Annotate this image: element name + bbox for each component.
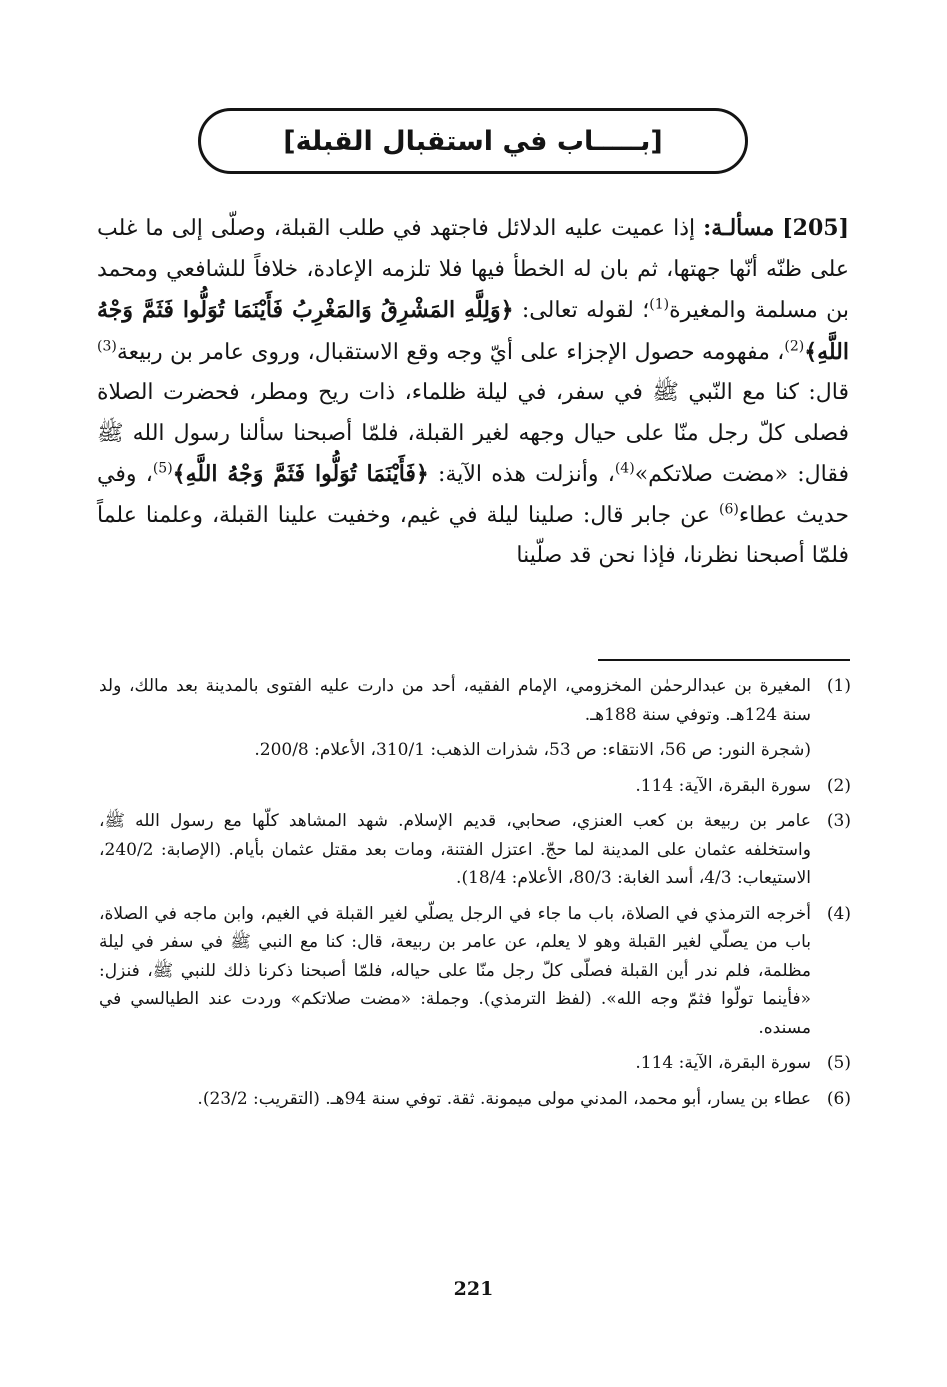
issue-label: مسألـة: (703, 215, 775, 241)
issue-number: [205] (782, 215, 849, 241)
chapter-title-frame (198, 108, 748, 174)
footnote-text: المغيرة بن عبدالرحمٰن المخزومي، الإمام الفقيه، أحد من دارت عليه الفتوى بالمدينة بعد مالك، ولد سنة 124هـ. وتوفي سنة 188هـ. (99, 676, 811, 725)
footnote-ref: (1) (649, 296, 670, 313)
footnote-number: (1) (826, 676, 851, 696)
text-segment: ؛ لقوله تعالى: (513, 298, 650, 323)
text-segment: ، مفهومه حصول الإجزاء على أيّ وجه وقع الاستقبال، وروى عامر بن ربيعة (116, 339, 785, 365)
footnote-number: (2) (826, 775, 851, 796)
footnote-number: (4) (826, 903, 851, 924)
footnote-text: عامر بن ربيعة بن كعب العنزي، صحابي، قديم الإسلام. شهد المشاهد كلّها مع رسول الله ﷺ، واستخلفه عثمان على المدينة لما حجّ. اعتزل الفتنة، ومات بعد مقتل عثمان بأيام. (الإصابة: 240/2، الاستيعاب: 4/3، أسد الغابة: 80/3، الأعلام: 18/4). (99, 811, 811, 888)
footnote-ref: (2) (784, 338, 805, 355)
footnote-text: سورة البقرة، الآية: 114. (635, 775, 811, 796)
issue-paragraph (97, 208, 849, 577)
chapter-title: [بـــــاب في استقبال القبلة] (283, 125, 663, 157)
text-segment: عن جابر قال: صلينا ليلة في غيم، وخفيت علينا القبلة، وعلمنا علماً فلمّا أصبحنا نظرنا، فإذا نحن قد صلّينا (97, 502, 849, 568)
footnote (99, 807, 851, 893)
text-segment: إذا عميت عليه الدلائل فاجتهد في طلب القبلة، وصلّى إلى ما غلب على ظنّه أنّها جهتها، ثم بان له الخطأ فيها فلا تلزمه الإعادة، خلافاً للشافعي ومحمد بن مسلمة والمغيرة (97, 216, 849, 323)
footnote-number: (5) (826, 1053, 851, 1073)
quran-verse: ﴿فَأَيْنَمَا تُوَلُّوا فَثَمَّ وَجْهُ اللَّهِ﴾ (172, 461, 429, 487)
text-segment: ، وأنزلت هذه الآية: (428, 462, 615, 487)
footnote-text: سورة البقرة، الآية: 114. (635, 1053, 811, 1073)
footnote (99, 1049, 851, 1078)
footnote-number: (3) (826, 811, 851, 831)
footnote-ref: (5) (152, 460, 173, 477)
footnote-ref: (4) (614, 460, 635, 477)
main-text-block (97, 208, 849, 577)
text-segment: ، وفي حديث عطاء (97, 462, 850, 528)
footnotes-block (99, 672, 851, 1120)
footnote-ref: (3) (97, 338, 117, 355)
quran-verse: ﴿وَلِلَّهِ المَشْرِقُ وَالمَغْرِبُ فَأَيْنَمَا تُوَلُّوا فَثَمَّ وَجْهُ اللَّهِ﴾ (97, 297, 849, 365)
footnote (99, 1085, 851, 1114)
text-segment: قال: كنا مع النّبي ﷺ في سفر، في ليلة ظلماء، ذات ريح ومطر، فحضرت الصلاة فصلى كلّ رجل منّا على حيال وجهه لغير القبلة، فلمّا أصبحنا سألنا رسول الله ﷺ فقال: «مضت صلاتكم» (97, 380, 849, 487)
footnote-ref: (6) (719, 501, 739, 518)
footnote-sources: (شجرة النور: ص 56، الانتقاء: ص 53، شذرات الذهب: 310/1، الأعلام: 200/8. (254, 740, 811, 760)
page-number: 221 (453, 1278, 494, 1300)
footnote-number: (6) (826, 1088, 851, 1109)
footnote-text: أخرجه الترمذي في الصلاة، باب ما جاء في الرجل يصلّي لغير القبلة في الغيم، وابن ماجه في الصلاة، باب من يصلّي لغير القبلة وهو لا يعلم، عن عامر بن ربيعة، قال: كنا مع النبي ﷺ في سفر في ليلة مظلمة، فلم ندر أين القبلة فصلّى كلّ رجل منّا على حياله، فلمّا أصبحنا ذكرنا ذلك للنبي ﷺ، فنزل: «فأينما تولّوا فثمّ وجه الله». (لفظ الترمذي). وجملة: «مضت صلاتكم» وردت عند الطيالسي في مسنده. (99, 903, 811, 1038)
footnote-text: عطاء بن يسار، أبو محمد، المدني مولى ميمونة. ثقة. توفي سنة 94هـ. (التقريب: 23/2). (197, 1088, 811, 1109)
footnote-divider (598, 659, 850, 661)
footnote (99, 900, 851, 1043)
footnote (99, 672, 851, 729)
footnote (99, 772, 851, 801)
